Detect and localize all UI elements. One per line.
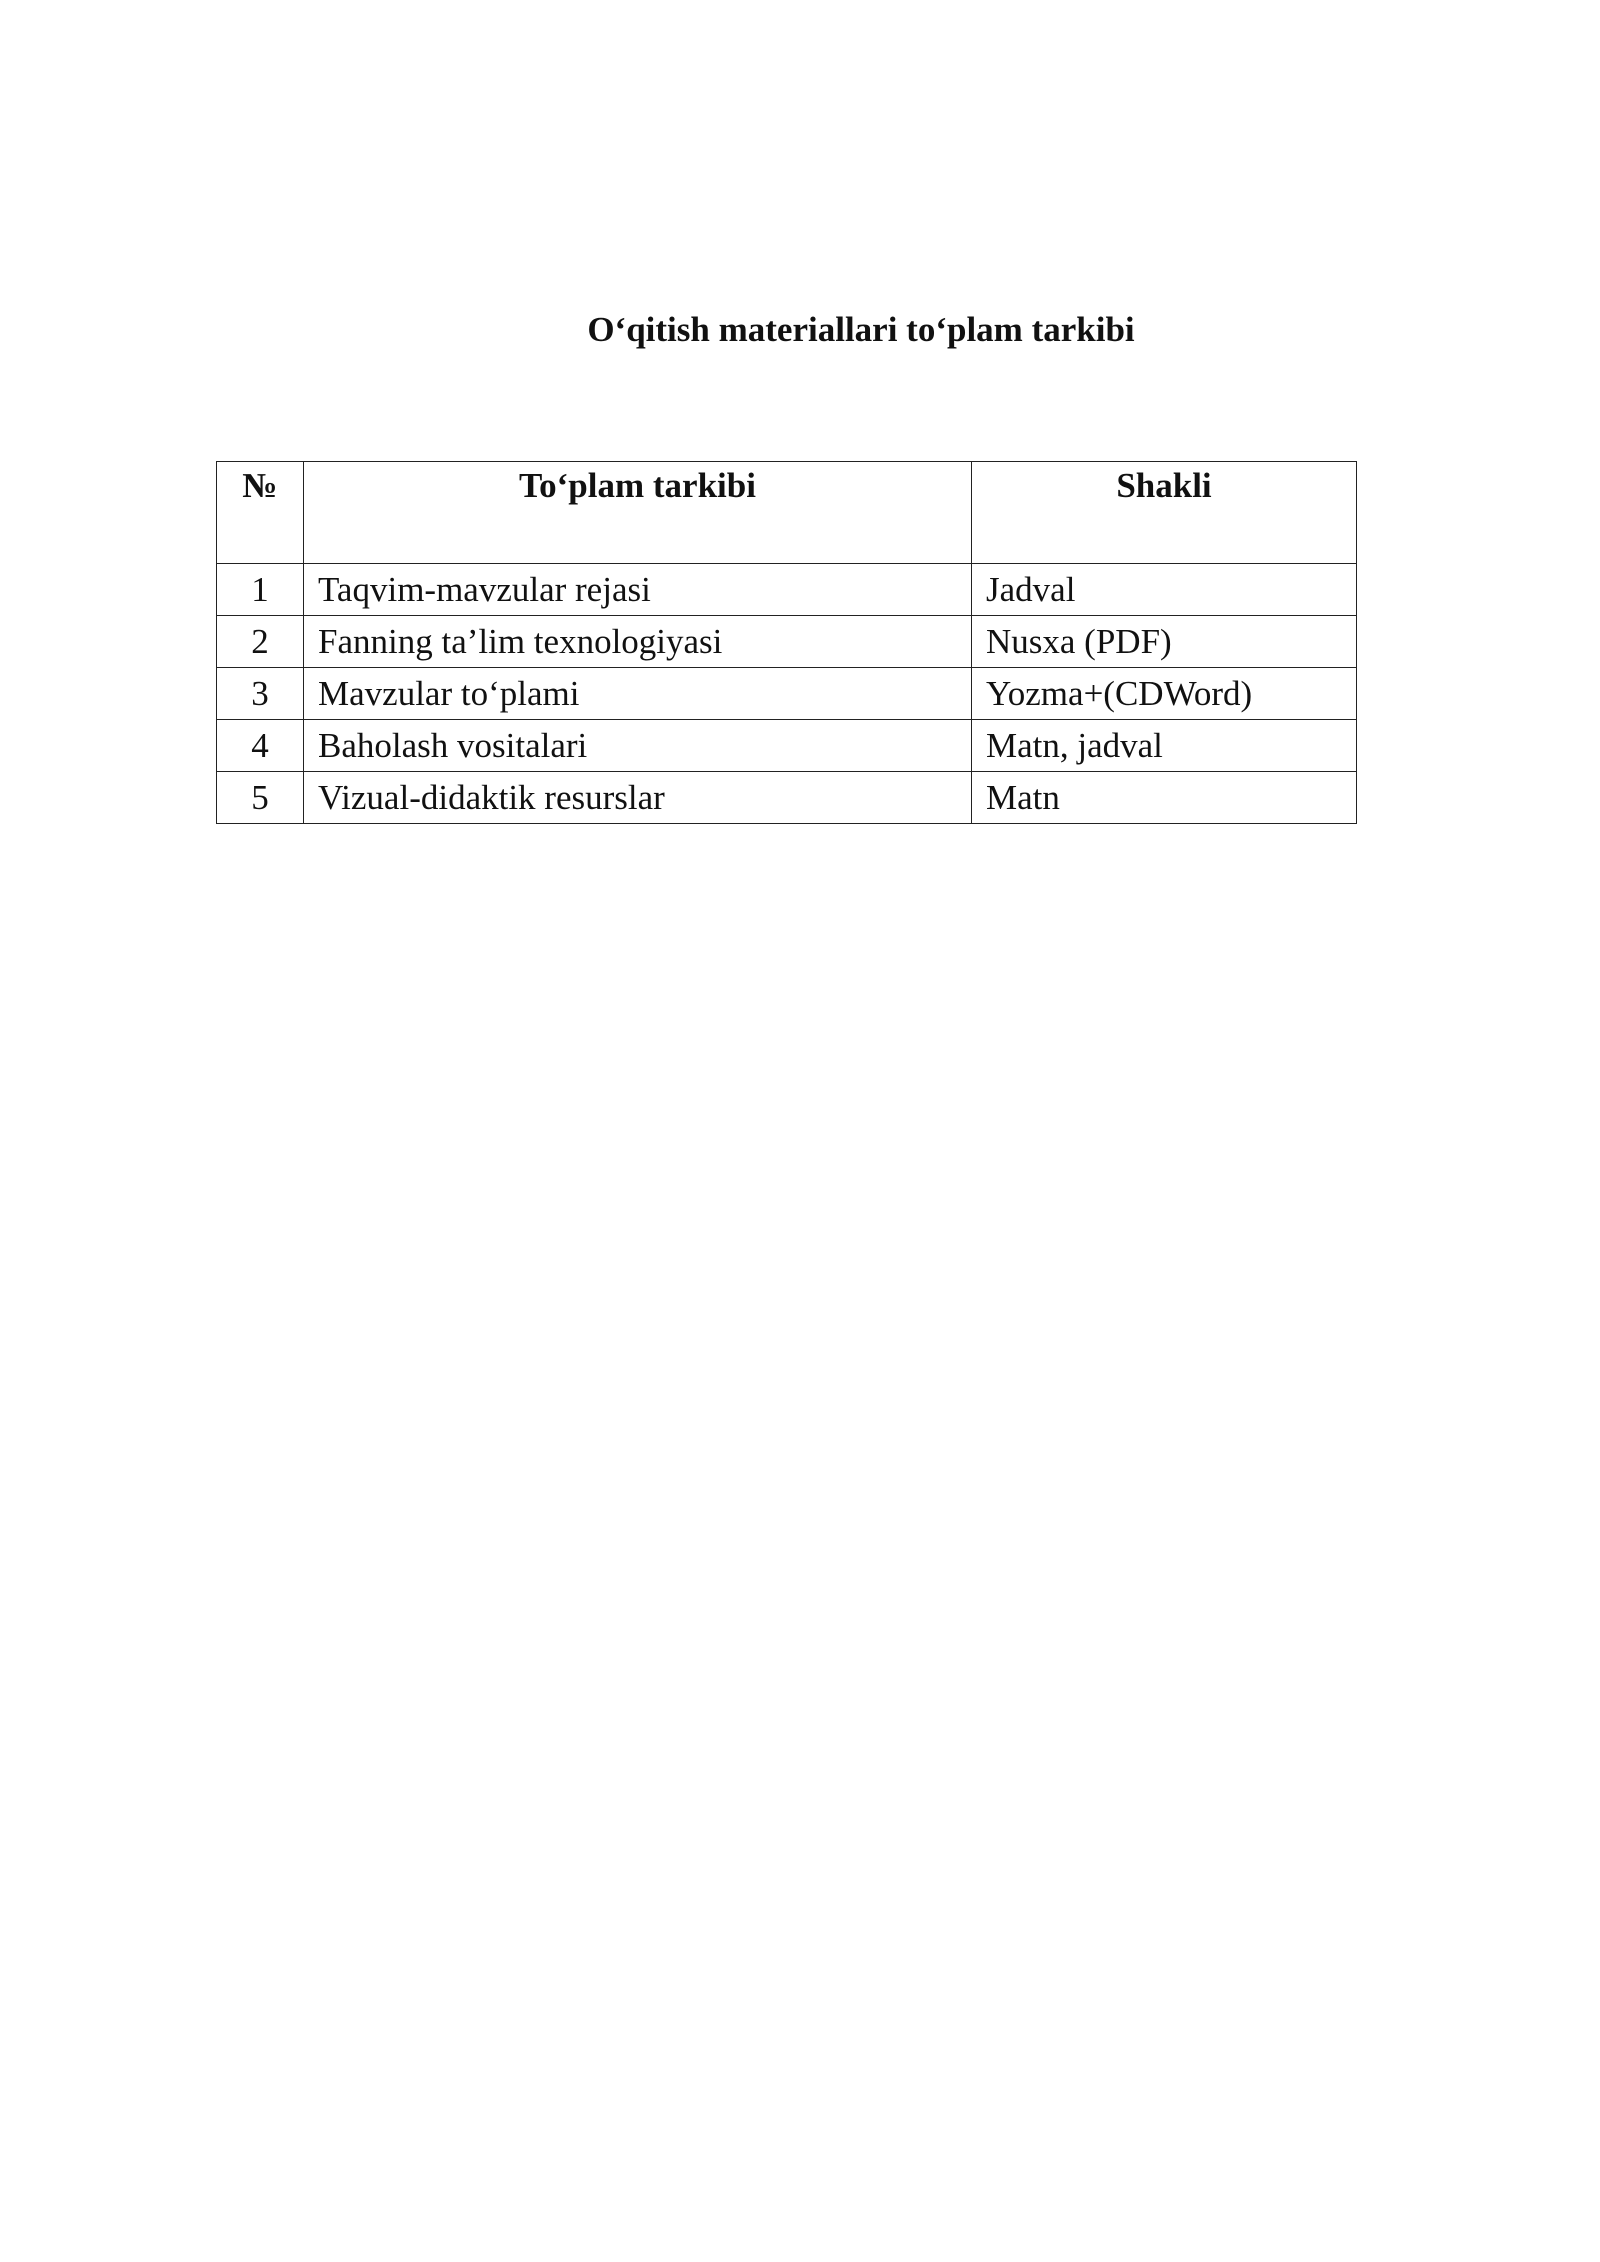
row-form: Matn [972, 772, 1357, 824]
row-form: Jadval [972, 564, 1357, 616]
table-header-row [217, 462, 1357, 564]
row-form: Matn, jadval [972, 720, 1357, 772]
table-row [217, 616, 1357, 668]
header-composition: To‘plam tarkibi [304, 462, 972, 564]
row-number: 5 [217, 772, 304, 824]
row-form: Nusxa (PDF) [972, 616, 1357, 668]
row-composition: Baholash vositalari [304, 720, 972, 772]
header-number: № [217, 462, 304, 564]
row-number: 4 [217, 720, 304, 772]
table-row [217, 564, 1357, 616]
row-composition: Vizual-didaktik resurslar [304, 772, 972, 824]
row-number: 2 [217, 616, 304, 668]
row-composition: Taqvim-mavzular rejasi [304, 564, 972, 616]
row-number: 1 [217, 564, 304, 616]
table-row [217, 668, 1357, 720]
row-composition: Fanning ta’lim texnologiyasi [304, 616, 972, 668]
materials-table [216, 461, 1357, 824]
table-row [217, 772, 1357, 824]
header-form: Shakli [972, 462, 1357, 564]
page-title: O‘qitish materiallari to‘plam tarkibi [587, 310, 1135, 349]
row-number: 3 [217, 668, 304, 720]
row-form: Yozma+(CDWord) [972, 668, 1357, 720]
row-composition: Mavzular to‘plami [304, 668, 972, 720]
table-row [217, 720, 1357, 772]
